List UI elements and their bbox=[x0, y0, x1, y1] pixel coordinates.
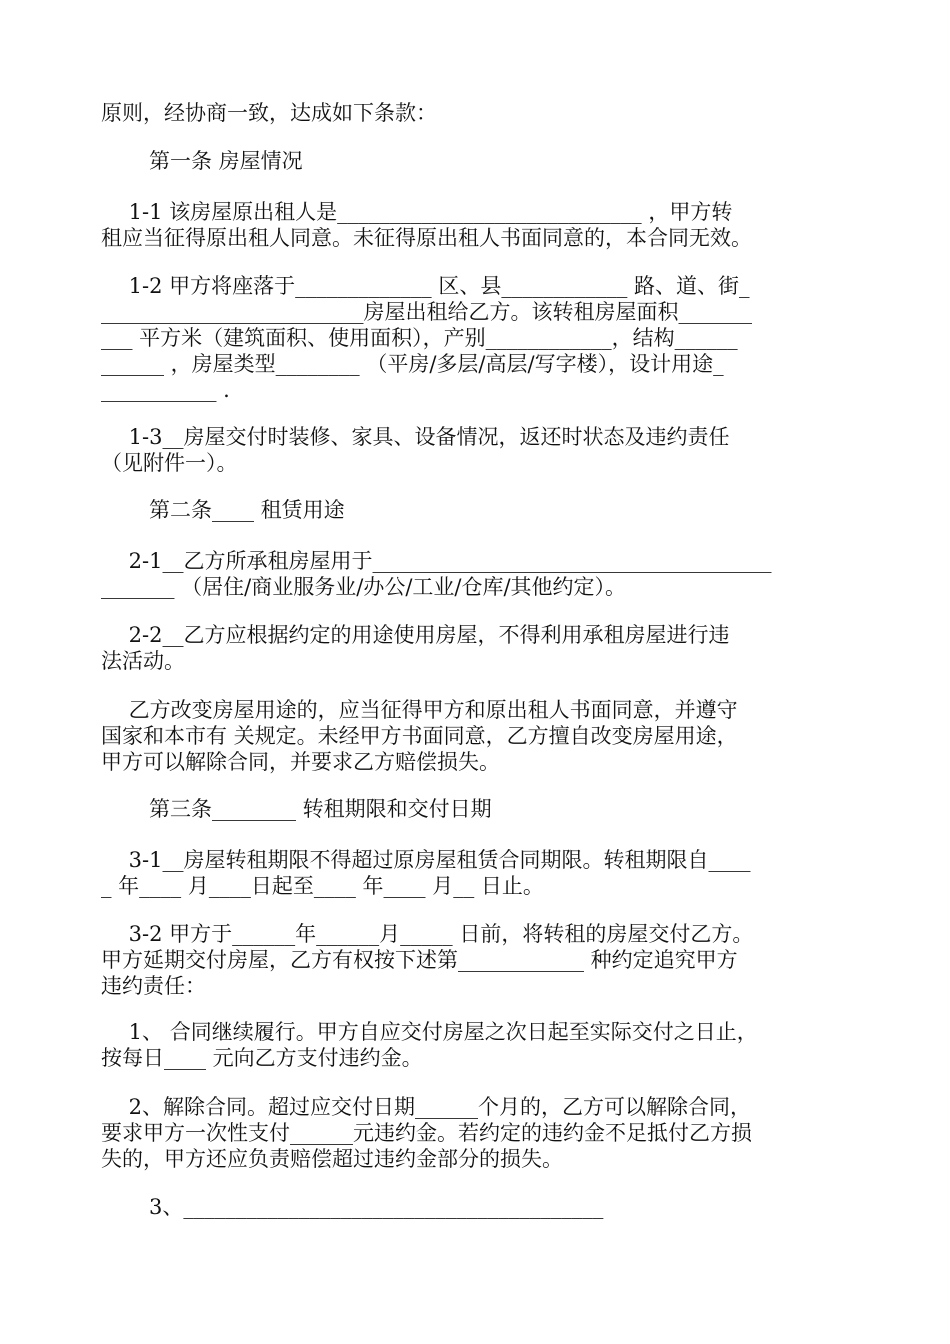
text-line: _________________________房屋出租给乙方。该转租房屋面积_______ bbox=[101, 300, 752, 324]
paragraph-c1-3 bbox=[101, 424, 853, 476]
text-line: 国家和本市有 关规定。未经甲方书面同意，乙方擅自改变房屋用途， bbox=[101, 724, 738, 748]
text-line: _ 年____ 月____日起至____ 年____ 月__ 日止。 bbox=[101, 874, 544, 898]
paragraph-c2-2 bbox=[101, 622, 853, 674]
paragraph-c3-2 bbox=[101, 921, 853, 999]
text-line: 2-1__乙方所承租房屋用于______________________________________ bbox=[101, 549, 772, 573]
text-line: 3、________________________________________ bbox=[149, 1195, 604, 1219]
paragraph-art2-heading bbox=[101, 497, 901, 523]
text-line: 第二条____ 租赁用途 bbox=[149, 498, 345, 522]
text-line: 3-2 甲方于______年______月_____ 日前，将转租的房屋交付乙方。 bbox=[101, 922, 754, 946]
paragraph-c2-3 bbox=[101, 697, 853, 775]
text-line: （见附件一）。 bbox=[101, 451, 238, 475]
text-line: 3-1__房屋转租期限不得超过原房屋租赁合同期限。转租期限自____ bbox=[101, 848, 751, 872]
text-line: 2、解除合同。超过应交付日期______个月的，乙方可以解除合同， bbox=[101, 1095, 752, 1119]
text-line: 1、 合同继续履行。甲方自应交付房屋之次日起至实际交付之日止， bbox=[101, 1020, 758, 1044]
paragraph-c2-1 bbox=[101, 548, 853, 600]
text-line: 第三条________ 转租期限和交付日期 bbox=[149, 797, 492, 821]
text-line: _______ （居住/商业服务业/办公/工业/仓库/其他约定）。 bbox=[101, 575, 627, 599]
text-line: ___ 平方米（建筑面积、使用面积），产别____________，结构______ bbox=[101, 326, 738, 350]
text-line: 甲方延期交付房屋，乙方有权按下述第____________ 种约定追究甲方 bbox=[101, 948, 738, 972]
text-line: 法活动。 bbox=[101, 649, 185, 673]
text-line: 租应当征得原出租人同意。未征得原出租人书面同意的，本合同无效。 bbox=[101, 226, 752, 250]
text-line: ___________ . bbox=[101, 378, 230, 402]
text-line: 甲方可以解除合同，并要求乙方赔偿损失。 bbox=[101, 750, 500, 774]
text-line: 要求甲方一次性支付______元违约金。若约定的违约金不足抵付乙方损 bbox=[101, 1121, 752, 1145]
text-line: 乙方改变房屋用途的，应当征得甲方和原出租人书面同意，并遵守 bbox=[101, 698, 738, 722]
text-line: 失的，甲方还应负责赔偿超过违约金部分的损失。 bbox=[101, 1147, 563, 1171]
text-line: 原则，经协商一致，达成如下条款： bbox=[101, 101, 437, 125]
paragraph-c1-1 bbox=[101, 199, 853, 251]
text-line: 1-2 甲方将座落于_____________ 区、县____________ 路、道、街_ bbox=[101, 274, 750, 298]
text-line: 违约责任： bbox=[101, 974, 206, 998]
text-line: 按每日____ 元向乙方支付违约金。 bbox=[101, 1046, 423, 1070]
text-line: 1-3__房屋交付时装修、家具、设备情况，返还时状态及违约责任 bbox=[101, 425, 730, 449]
paragraph-art1-heading bbox=[101, 148, 901, 174]
paragraph-intro bbox=[101, 100, 853, 126]
paragraph-c3-2-2 bbox=[101, 1094, 853, 1172]
paragraph-c3-2-3 bbox=[101, 1194, 901, 1220]
paragraph-c3-1 bbox=[101, 847, 853, 899]
paragraph-c3-2-1 bbox=[101, 1019, 853, 1071]
text-line: ______ ，房屋类型________ （平房/多层/高层/写字楼），设计用途_ bbox=[101, 352, 724, 376]
text-line: 2-2__乙方应根据约定的用途使用房屋，不得利用承租房屋进行违 bbox=[101, 623, 730, 647]
paragraph-c1-2 bbox=[101, 273, 853, 403]
paragraph-art3-heading bbox=[101, 796, 901, 822]
text-line: 第一条 房屋情况 bbox=[149, 149, 303, 173]
text-line: 1-1 该房屋原出租人是_____________________________ ，甲方转 bbox=[101, 200, 733, 224]
